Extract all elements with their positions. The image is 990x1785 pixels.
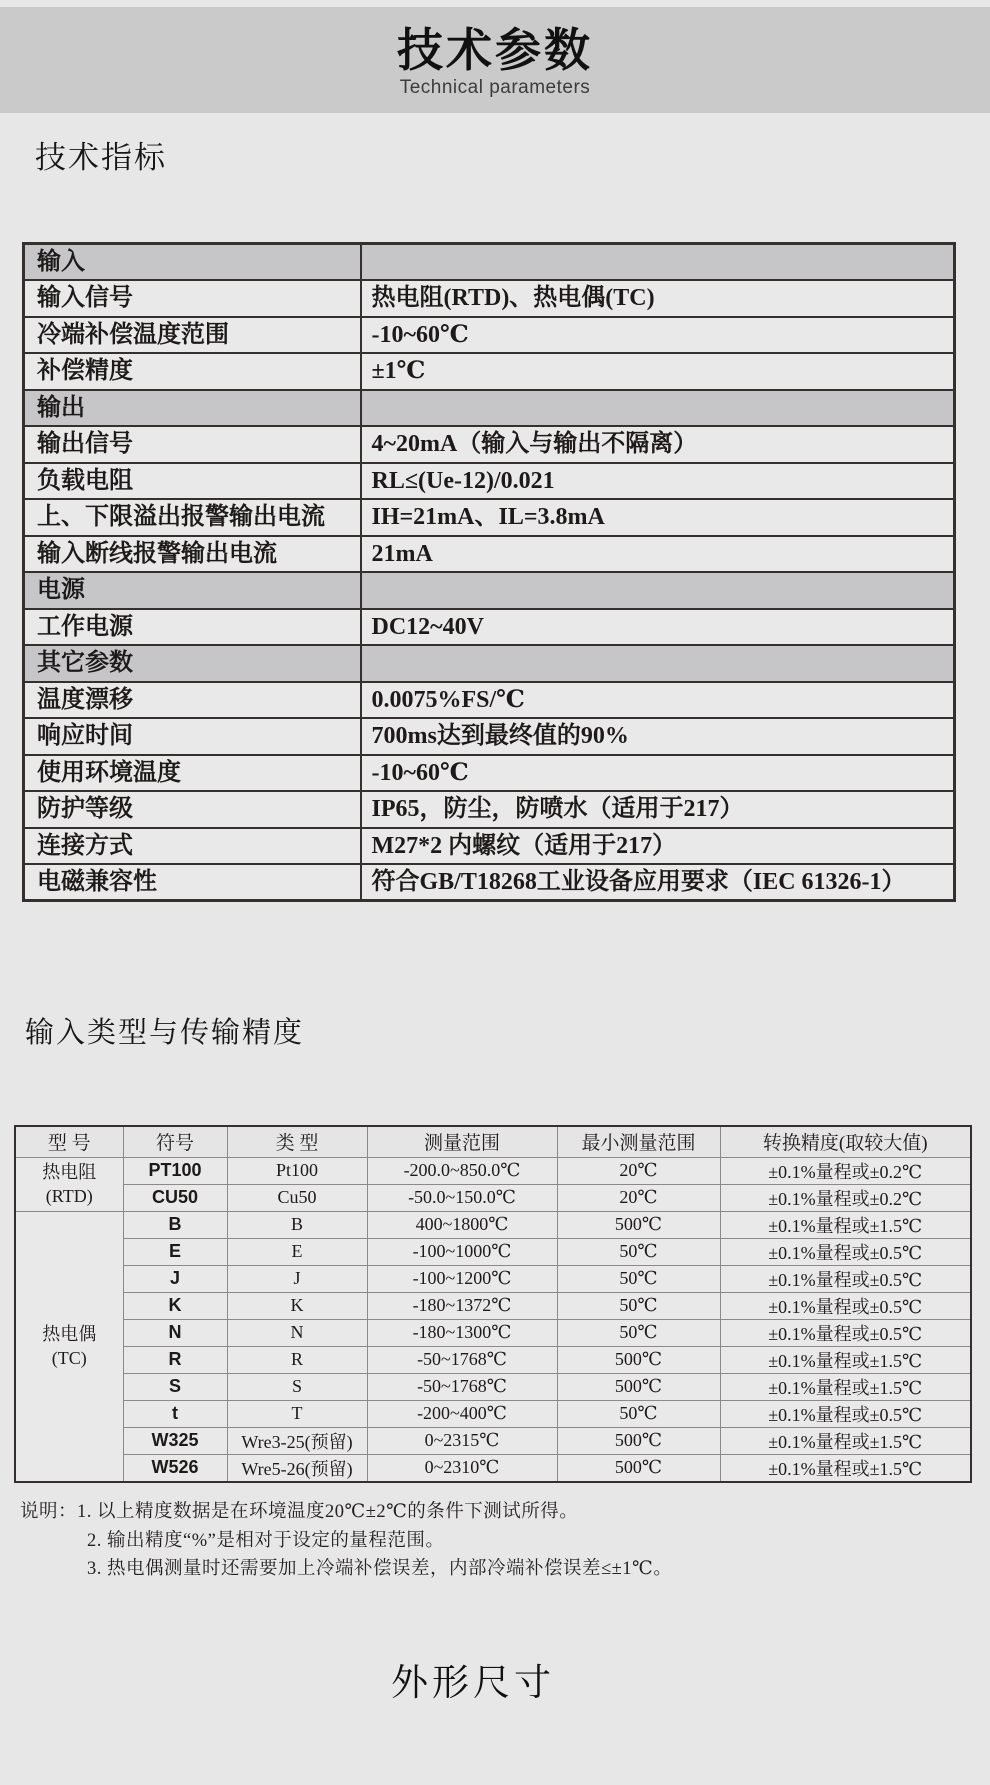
note-text: 1. 以上精度数据是在环境温度20℃±2℃的条件下测试所得。	[77, 1502, 579, 1522]
spec-table-row	[24, 864, 955, 901]
spec-value-cell: IP65，防尘，防喷水（适用于217）	[361, 791, 955, 828]
accuracy-min-range-cell: 50℃	[557, 1292, 720, 1319]
accuracy-symbol-cell: CU50	[123, 1184, 227, 1211]
spec-table-section-row	[24, 645, 955, 682]
accuracy-min-range-cell: 20℃	[557, 1184, 720, 1211]
accuracy-value-cell: ±0.1%量程或±1.5℃	[720, 1346, 971, 1373]
accuracy-min-range-cell: 50℃	[557, 1400, 720, 1427]
accuracy-type-cell: Pt100	[227, 1157, 367, 1184]
spec-label-cell: 电源	[24, 572, 361, 609]
spec-table-row	[24, 755, 955, 792]
spec-value-cell: 0.0075%FS/℃	[361, 682, 955, 719]
accuracy-type-cell: E	[227, 1238, 367, 1265]
spec-label-cell: 使用环境温度	[24, 755, 361, 792]
accuracy-table-row	[15, 1454, 971, 1482]
accuracy-range-cell: -50.0~150.0℃	[367, 1184, 557, 1211]
accuracy-range-cell: -50~1768℃	[367, 1346, 557, 1373]
accuracy-table-row	[15, 1238, 971, 1265]
accuracy-table-row	[15, 1157, 971, 1184]
accuracy-col-header: 最小测量范围	[557, 1126, 720, 1157]
spec-table-row	[24, 536, 955, 573]
accuracy-value-cell: ±0.1%量程或±0.5℃	[720, 1265, 971, 1292]
accuracy-symbol-cell: E	[123, 1238, 227, 1265]
note-text: 2. 输出精度“%”是相对于设定的量程范围。	[87, 1530, 445, 1551]
accuracy-range-cell: -180~1372℃	[367, 1292, 557, 1319]
accuracy-type-cell: J	[227, 1265, 367, 1292]
spec-table-section-row	[24, 390, 955, 427]
spec-label-cell: 工作电源	[24, 609, 361, 646]
accuracy-min-range-cell: 50℃	[557, 1265, 720, 1292]
spec-label-cell: 负载电阻	[24, 463, 361, 500]
accuracy-col-header: 符号	[123, 1126, 227, 1157]
accuracy-range-cell: 0~2310℃	[367, 1454, 557, 1482]
accuracy-type-cell: K	[227, 1292, 367, 1319]
section-heading-input-types: 输入类型与传输精度	[25, 1017, 305, 1049]
note-line	[20, 1498, 672, 1527]
accuracy-range-cell: -200~400℃	[367, 1400, 557, 1427]
spec-table-row	[24, 280, 955, 317]
spec-table-section-row	[24, 244, 955, 281]
accuracy-min-range-cell: 50℃	[557, 1319, 720, 1346]
accuracy-symbol-cell: PT100	[123, 1157, 227, 1184]
spec-label-cell: 输出	[24, 390, 361, 427]
spec-value-cell: 符合GB/T18268工业设备应用要求（IEC 61326-1）	[361, 864, 955, 901]
sensor-group-abbr: (TC)	[51, 1348, 87, 1368]
accuracy-range-cell: -100~1200℃	[367, 1265, 557, 1292]
spec-table-row	[24, 353, 955, 390]
accuracy-col-header: 转换精度(取较大值)	[720, 1126, 971, 1157]
spec-value-cell: ±1℃	[361, 353, 955, 390]
accuracy-value-cell: ±0.1%量程或±0.5℃	[720, 1400, 971, 1427]
accuracy-range-cell: -200.0~850.0℃	[367, 1157, 557, 1184]
spec-value-cell: RL≤(Ue-12)/0.021	[361, 463, 955, 500]
accuracy-min-range-cell: 500℃	[557, 1427, 720, 1454]
spec-label-cell: 响应时间	[24, 718, 361, 755]
note-line	[20, 1555, 672, 1584]
spec-value-cell: 700ms达到最终值的90%	[361, 718, 955, 755]
spec-table-row	[24, 463, 955, 500]
accuracy-table-row	[15, 1346, 971, 1373]
spec-value-cell: -10~60℃	[361, 317, 955, 354]
accuracy-table-row	[15, 1265, 971, 1292]
spec-label-cell: 输入	[24, 244, 361, 281]
accuracy-range-cell: -180~1300℃	[367, 1319, 557, 1346]
accuracy-symbol-cell: S	[123, 1373, 227, 1400]
note-text: 3. 热电偶测量时还需要加上冷端补偿误差，内部冷端补偿误差≤±1℃。	[87, 1559, 673, 1579]
spec-value-cell	[361, 572, 955, 609]
accuracy-table-row	[15, 1373, 971, 1400]
accuracy-min-range-cell: 500℃	[557, 1211, 720, 1238]
spec-label-cell: 补偿精度	[24, 353, 361, 390]
spec-table-row	[24, 499, 955, 536]
accuracy-value-cell: ±0.1%量程或±0.5℃	[720, 1238, 971, 1265]
accuracy-symbol-cell: N	[123, 1319, 227, 1346]
accuracy-symbol-cell: K	[123, 1292, 227, 1319]
section-heading-tech-specs: 技术指标	[35, 140, 167, 175]
accuracy-min-range-cell: 50℃	[557, 1238, 720, 1265]
accuracy-range-cell: 0~2315℃	[367, 1427, 557, 1454]
spec-label-cell: 其它参数	[24, 645, 361, 682]
accuracy-range-cell: -50~1768℃	[367, 1373, 557, 1400]
accuracy-type-cell: S	[227, 1373, 367, 1400]
accuracy-min-range-cell: 500℃	[557, 1373, 720, 1400]
spec-value-cell: IH=21mA、IL=3.8mA	[361, 499, 955, 536]
sensor-group-cell	[15, 1211, 123, 1482]
accuracy-range-cell: 400~1800℃	[367, 1211, 557, 1238]
accuracy-table-row	[15, 1427, 971, 1454]
accuracy-type-cell: T	[227, 1400, 367, 1427]
accuracy-table	[14, 1125, 972, 1483]
spec-label-cell: 冷端补偿温度范围	[24, 317, 361, 354]
accuracy-type-cell: Cu50	[227, 1184, 367, 1211]
page-subtitle: Technical parameters	[399, 77, 591, 99]
accuracy-value-cell: ±0.1%量程或±0.5℃	[720, 1319, 971, 1346]
accuracy-type-cell: N	[227, 1319, 367, 1346]
page-header-banner	[0, 7, 990, 113]
note-label: 说明：	[20, 1502, 78, 1522]
spec-label-cell: 温度漂移	[24, 682, 361, 719]
spec-label-cell: 防护等级	[24, 791, 361, 828]
accuracy-value-cell: ±0.1%量程或±1.5℃	[720, 1454, 971, 1482]
accuracy-table-row	[15, 1319, 971, 1346]
spec-value-cell: 21mA	[361, 536, 955, 573]
spec-table-row	[24, 718, 955, 755]
accuracy-table-row	[15, 1400, 971, 1427]
sensor-group-abbr: (RTD)	[45, 1186, 93, 1206]
spec-label-cell: 输入信号	[24, 280, 361, 317]
spec-label-cell: 电磁兼容性	[24, 864, 361, 901]
spec-value-cell	[361, 244, 955, 281]
accuracy-symbol-cell: R	[123, 1346, 227, 1373]
spec-value-cell: M27*2 内螺纹（适用于217）	[361, 828, 955, 865]
accuracy-symbol-cell: W325	[123, 1427, 227, 1454]
spec-value-cell: 4~20mA（输入与输出不隔离）	[361, 426, 955, 463]
spec-table-section-row	[24, 572, 955, 609]
spec-label-cell: 上、下限溢出报警输出电流	[24, 499, 361, 536]
sensor-group-name: 热电阻	[42, 1161, 97, 1182]
accuracy-value-cell: ±0.1%量程或±1.5℃	[720, 1427, 971, 1454]
spec-table-row	[24, 609, 955, 646]
spec-value-cell: -10~60℃	[361, 755, 955, 792]
accuracy-min-range-cell: 500℃	[557, 1454, 720, 1482]
spec-value-cell	[361, 390, 955, 427]
accuracy-value-cell: ±0.1%量程或±1.5℃	[720, 1211, 971, 1238]
spec-value-cell: DC12~40V	[361, 609, 955, 646]
accuracy-symbol-cell: J	[123, 1265, 227, 1292]
spec-table-row	[24, 791, 955, 828]
accuracy-table-row	[15, 1184, 971, 1211]
accuracy-min-range-cell: 500℃	[557, 1346, 720, 1373]
spec-label-cell: 输入断线报警输出电流	[24, 536, 361, 573]
spec-table	[22, 242, 956, 902]
spec-table-row	[24, 682, 955, 719]
accuracy-table-row	[15, 1292, 971, 1319]
accuracy-type-cell: Wre3-25(预留)	[227, 1427, 367, 1454]
spec-table-row	[24, 426, 955, 463]
spec-label-cell: 输出信号	[24, 426, 361, 463]
spec-table-row	[24, 828, 955, 865]
spec-label-cell: 连接方式	[24, 828, 361, 865]
spec-table-row	[24, 317, 955, 354]
sensor-group-cell	[15, 1157, 123, 1211]
notes-section	[20, 1498, 672, 1584]
spec-value-cell: 热电阻(RTD)、热电偶(TC)	[361, 280, 955, 317]
accuracy-value-cell: ±0.1%量程或±1.5℃	[720, 1373, 971, 1400]
accuracy-table-row	[15, 1211, 971, 1238]
accuracy-col-header: 型 号	[15, 1126, 123, 1157]
accuracy-range-cell: -100~1000℃	[367, 1238, 557, 1265]
accuracy-col-header: 类 型	[227, 1126, 367, 1157]
section-heading-dimensions: 外形尺寸	[391, 1662, 555, 1703]
accuracy-type-cell: B	[227, 1211, 367, 1238]
accuracy-symbol-cell: B	[123, 1211, 227, 1238]
accuracy-header-row	[15, 1126, 971, 1157]
accuracy-value-cell: ±0.1%量程或±0.2℃	[720, 1157, 971, 1184]
accuracy-value-cell: ±0.1%量程或±0.2℃	[720, 1184, 971, 1211]
accuracy-type-cell: Wre5-26(预留)	[227, 1454, 367, 1482]
note-line	[20, 1527, 672, 1556]
accuracy-symbol-cell: W526	[123, 1454, 227, 1482]
page-title: 技术参数	[397, 23, 593, 76]
accuracy-col-header: 测量范围	[367, 1126, 557, 1157]
accuracy-value-cell: ±0.1%量程或±0.5℃	[720, 1292, 971, 1319]
accuracy-symbol-cell: t	[123, 1400, 227, 1427]
spec-value-cell	[361, 645, 955, 682]
accuracy-min-range-cell: 20℃	[557, 1157, 720, 1184]
sensor-group-name: 热电偶	[42, 1323, 97, 1344]
accuracy-type-cell: R	[227, 1346, 367, 1373]
